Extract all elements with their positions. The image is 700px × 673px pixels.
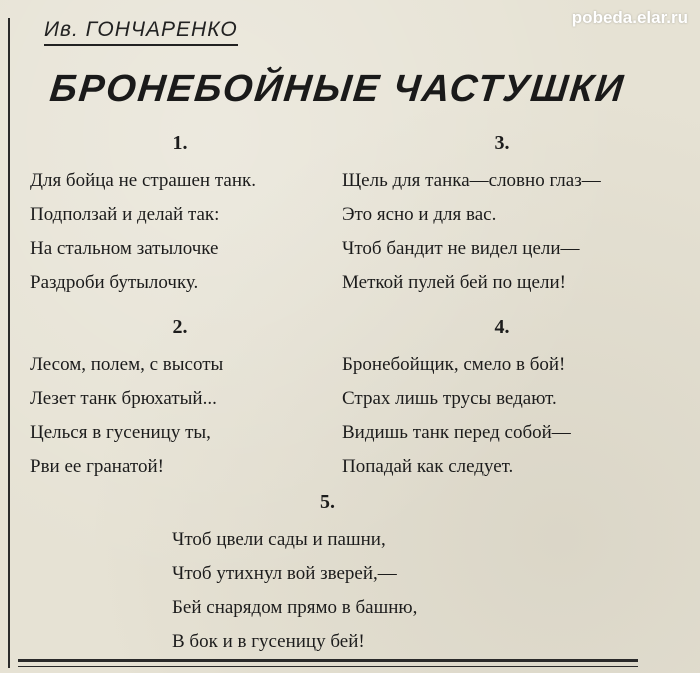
stanza-line: Лесом, полем, с высоты <box>30 354 224 375</box>
bottom-rule <box>18 659 638 662</box>
stanza-line: Лезет танк брюхатый... <box>30 388 217 409</box>
stanza-number: 4. <box>494 316 510 338</box>
stanza-line: В бок и в гусеницу бей! <box>172 631 365 652</box>
author-byline: Ив. ГОНЧАРЕНКО <box>44 18 238 46</box>
stanza-number: 3. <box>494 132 510 154</box>
stanza-number: 5. <box>320 491 335 513</box>
stanza-line: Раздроби бутылочку. <box>30 272 199 293</box>
poem-title: БРОНЕБОЙНЫЕ ЧАСТУШКИ <box>47 68 627 110</box>
stanza-number: 1. <box>172 132 188 154</box>
stanza-line: Чтоб цвели сады и пашни, <box>172 529 386 550</box>
stanza-line: Бронебойщик, смело в бой! <box>342 354 566 375</box>
stanza-line: Бей снарядом прямо в башню, <box>172 597 418 618</box>
stanza-line: Рви ее гранатой! <box>30 456 164 477</box>
stanza-1 <box>30 132 330 300</box>
stanza-line: Подползай и делай так: <box>30 204 220 225</box>
stanza-number: 2. <box>172 316 188 338</box>
stanza-line: Страх лишь трусы ведают. <box>342 388 557 409</box>
watermark: pobeda.elar.ru <box>571 8 688 27</box>
stanza-line: Целься в гусеницу ты, <box>30 422 211 443</box>
stanza-5 <box>172 491 502 659</box>
stanza-3 <box>342 132 662 300</box>
stanza-line: Чтоб бандит не видел цели— <box>342 238 580 259</box>
stanza-line: Щель для танка—словно глаз— <box>342 170 601 191</box>
stanza-2 <box>30 316 330 484</box>
stanza-line: На стальном затылочке <box>30 238 219 259</box>
stanza-4 <box>342 316 662 484</box>
column-rule-left <box>8 18 10 668</box>
stanza-line: Попадай как следует. <box>342 456 514 477</box>
stanza-line: Меткой пулей бей по щели! <box>342 272 566 293</box>
bottom-rule-thin <box>18 666 638 667</box>
stanza-line: Чтоб утихнул вой зверей,— <box>172 563 397 584</box>
stanza-line: Для бойца не страшен танк. <box>30 170 256 191</box>
stanza-line: Это ясно и для вас. <box>342 204 497 225</box>
stanza-line: Видишь танк перед собой— <box>342 422 571 443</box>
